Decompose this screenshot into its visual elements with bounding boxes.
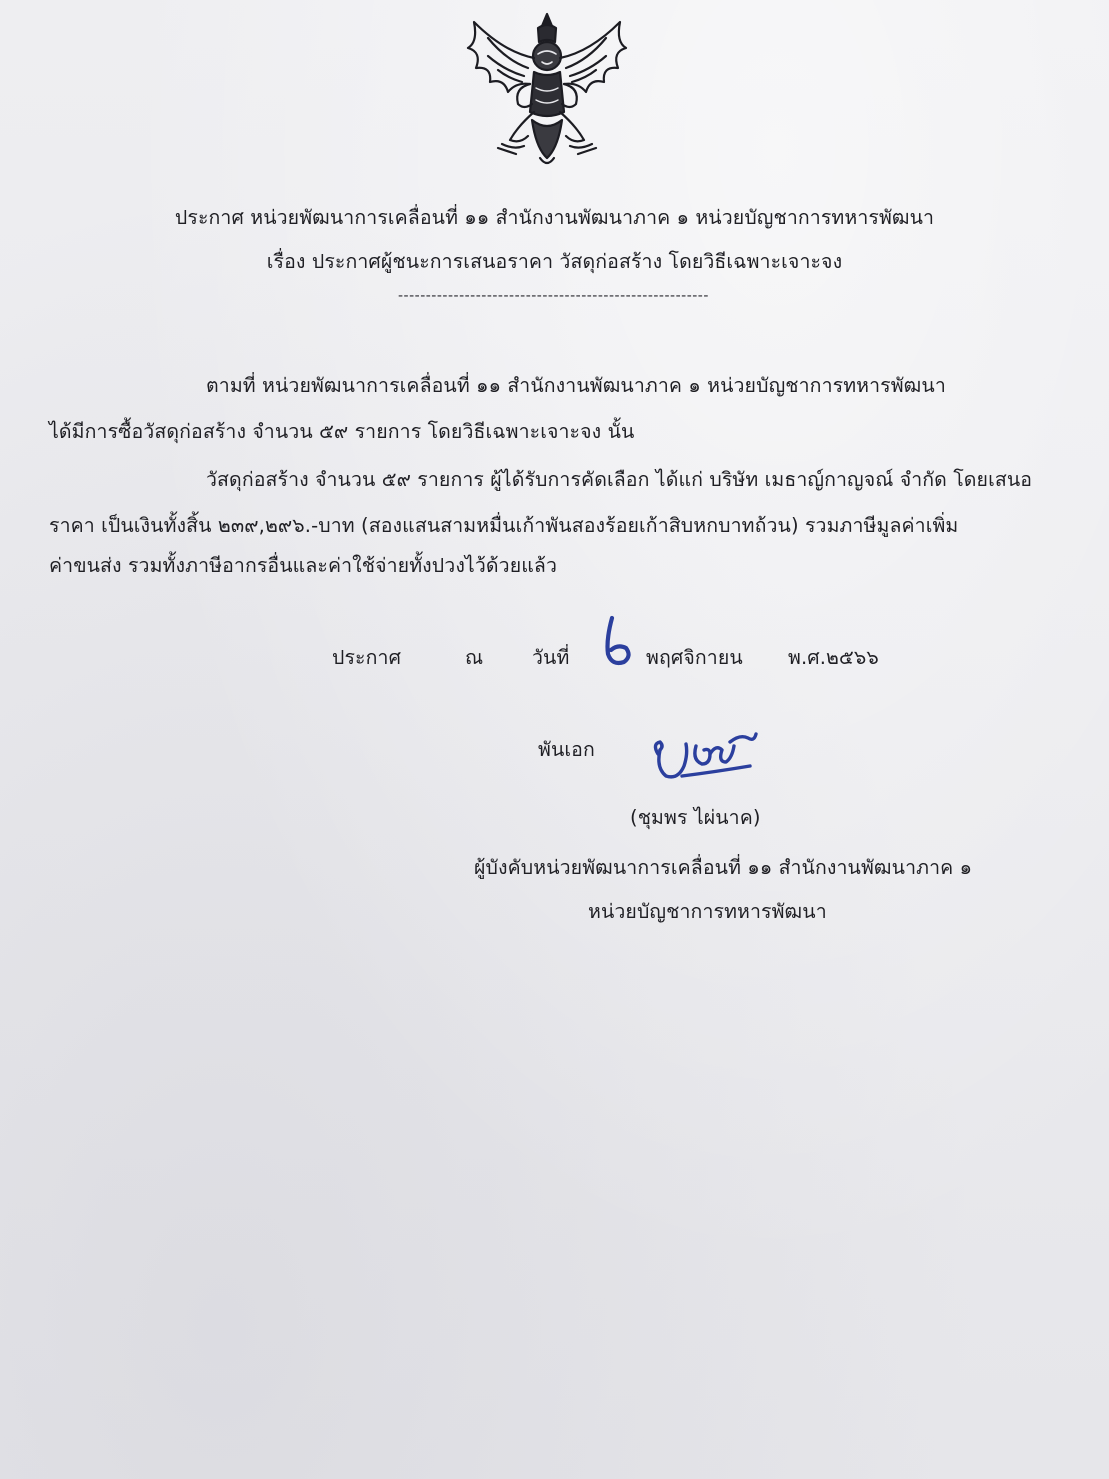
date-year: พ.ศ.๒๕๖๖ <box>788 646 879 669</box>
announcement-title: ประกาศ หน่วยพัฒนาการเคลื่อนที่ ๑๑ สำนักงานพัฒนาภาค ๑ หน่วยบัญชาการทหารพัฒนา <box>174 206 935 229</box>
date-day-label: วันที่ <box>532 646 570 669</box>
garuda-emblem-icon <box>458 8 636 180</box>
paragraph-1-line-1: ตามที่ หน่วยพัฒนาการเคลื่อนที่ ๑๑ สำนักงานพัฒนาภาค ๑ หน่วยบัญชาการทหารพัฒนา <box>206 374 946 397</box>
handwritten-signature <box>644 724 768 786</box>
signer-position-line-2: หน่วยบัญชาการทหารพัฒนา <box>588 900 827 923</box>
paragraph-2-line-2: ราคา เป็นเงินทั้งสิ้น ๒๓๙,๒๙๖.-บาท (สองแสนสามหมื่นเก้าพันสองร้อยเก้าสิบหกบาทถ้วน) รวมภาษีมูลค่าเพิ่ม <box>49 514 959 537</box>
signer-position-line-1: ผู้บังคับหน่วยพัฒนาการเคลื่อนที่ ๑๑ สำนักงานพัฒนาภาค ๑ <box>474 856 973 879</box>
paragraph-2-line-1: วัสดุก่อสร้าง จำนวน ๕๙ รายการ ผู้ได้รับการคัดเลือก ได้แก่ บริษัท เมธาญ์กาญจณ์ จำกัด โดยเสนอ <box>206 468 1033 491</box>
signer-name: (ชุมพร ไผ่นาค) <box>630 806 761 829</box>
signer-rank: พันเอก <box>538 738 595 761</box>
header-divider: -------------------------------------------------------- <box>398 288 709 304</box>
date-at-label: ณ <box>465 646 484 669</box>
date-announce-label: ประกาศ <box>332 646 402 669</box>
paragraph-1-line-2: ได้มีการซื้อวัสดุก่อสร้าง จำนวน ๕๙ รายการ โดยวิธีเฉพาะเจาะจง นั้น <box>49 420 635 443</box>
date-month: พฤศจิกายน <box>646 646 743 669</box>
handwritten-day-number <box>598 610 638 670</box>
announcement-subject: เรื่อง ประกาศผู้ชนะการเสนอราคา วัสดุก่อสร้าง โดยวิธีเฉพาะเจาะจง <box>266 250 843 273</box>
paragraph-2-line-3: ค่าขนส่ง รวมทั้งภาษีอากรอื่นและค่าใช้จ่ายทั้งปวงไว้ด้วยแล้ว <box>49 554 558 577</box>
